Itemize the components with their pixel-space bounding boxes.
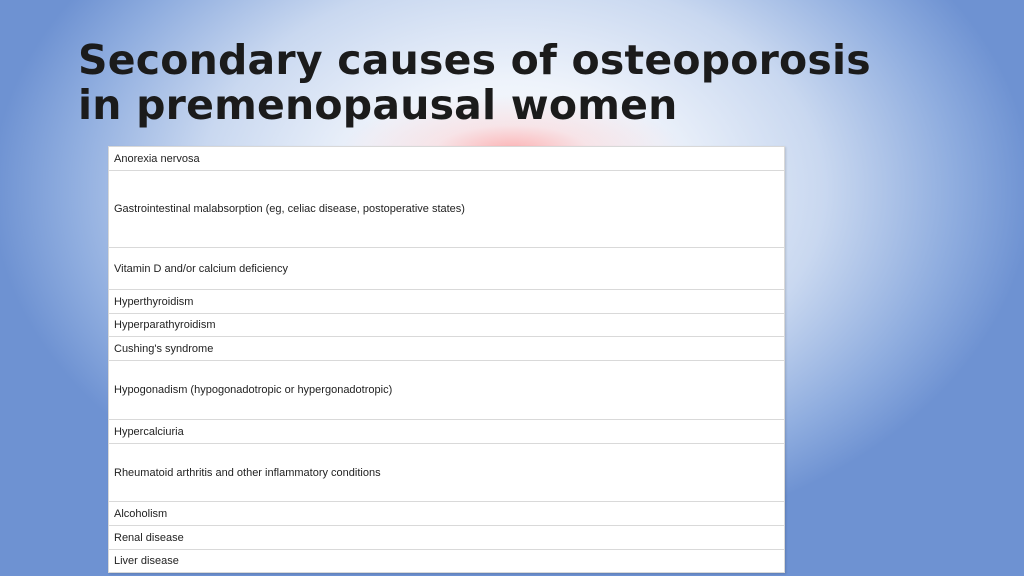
table-cell: Hypogonadism (hypogonadotropic or hypergonadotropic) (114, 384, 393, 396)
title-line-2: in premenopausal women (78, 81, 678, 129)
table-cell: Gastrointestinal malabsorption (eg, celiac disease, postoperative states) (114, 203, 465, 215)
table-row (109, 502, 784, 526)
table-row (109, 337, 784, 361)
table-cell: Alcoholism (114, 507, 168, 520)
table-cell: Hypercalciuria (114, 425, 184, 438)
table-row (109, 171, 784, 248)
table-cell: Hyperparathyroidism (114, 319, 216, 331)
slide-title (78, 38, 871, 128)
table-cell: Vitamin D and/or calcium deficiency (114, 262, 289, 275)
table-row (109, 314, 784, 337)
table-row (109, 526, 784, 550)
table-row (109, 361, 784, 420)
table-cell: Rheumatoid arthritis and other inflammatory conditions (114, 466, 381, 479)
table-row (109, 147, 784, 171)
table-cell: Anorexia nervosa (114, 152, 200, 165)
table-row (109, 550, 784, 572)
table-row (109, 444, 784, 502)
table-cell: Cushing's syndrome (114, 342, 214, 355)
causes-table (108, 146, 785, 573)
table-row (109, 248, 784, 290)
table-row (109, 290, 784, 314)
table-cell: Hyperthyroidism (114, 295, 194, 308)
table-row (109, 420, 784, 444)
title-line-1: Secondary causes of osteoporosis (78, 36, 871, 84)
table-cell: Liver disease (114, 555, 179, 567)
table-cell: Renal disease (114, 531, 184, 544)
